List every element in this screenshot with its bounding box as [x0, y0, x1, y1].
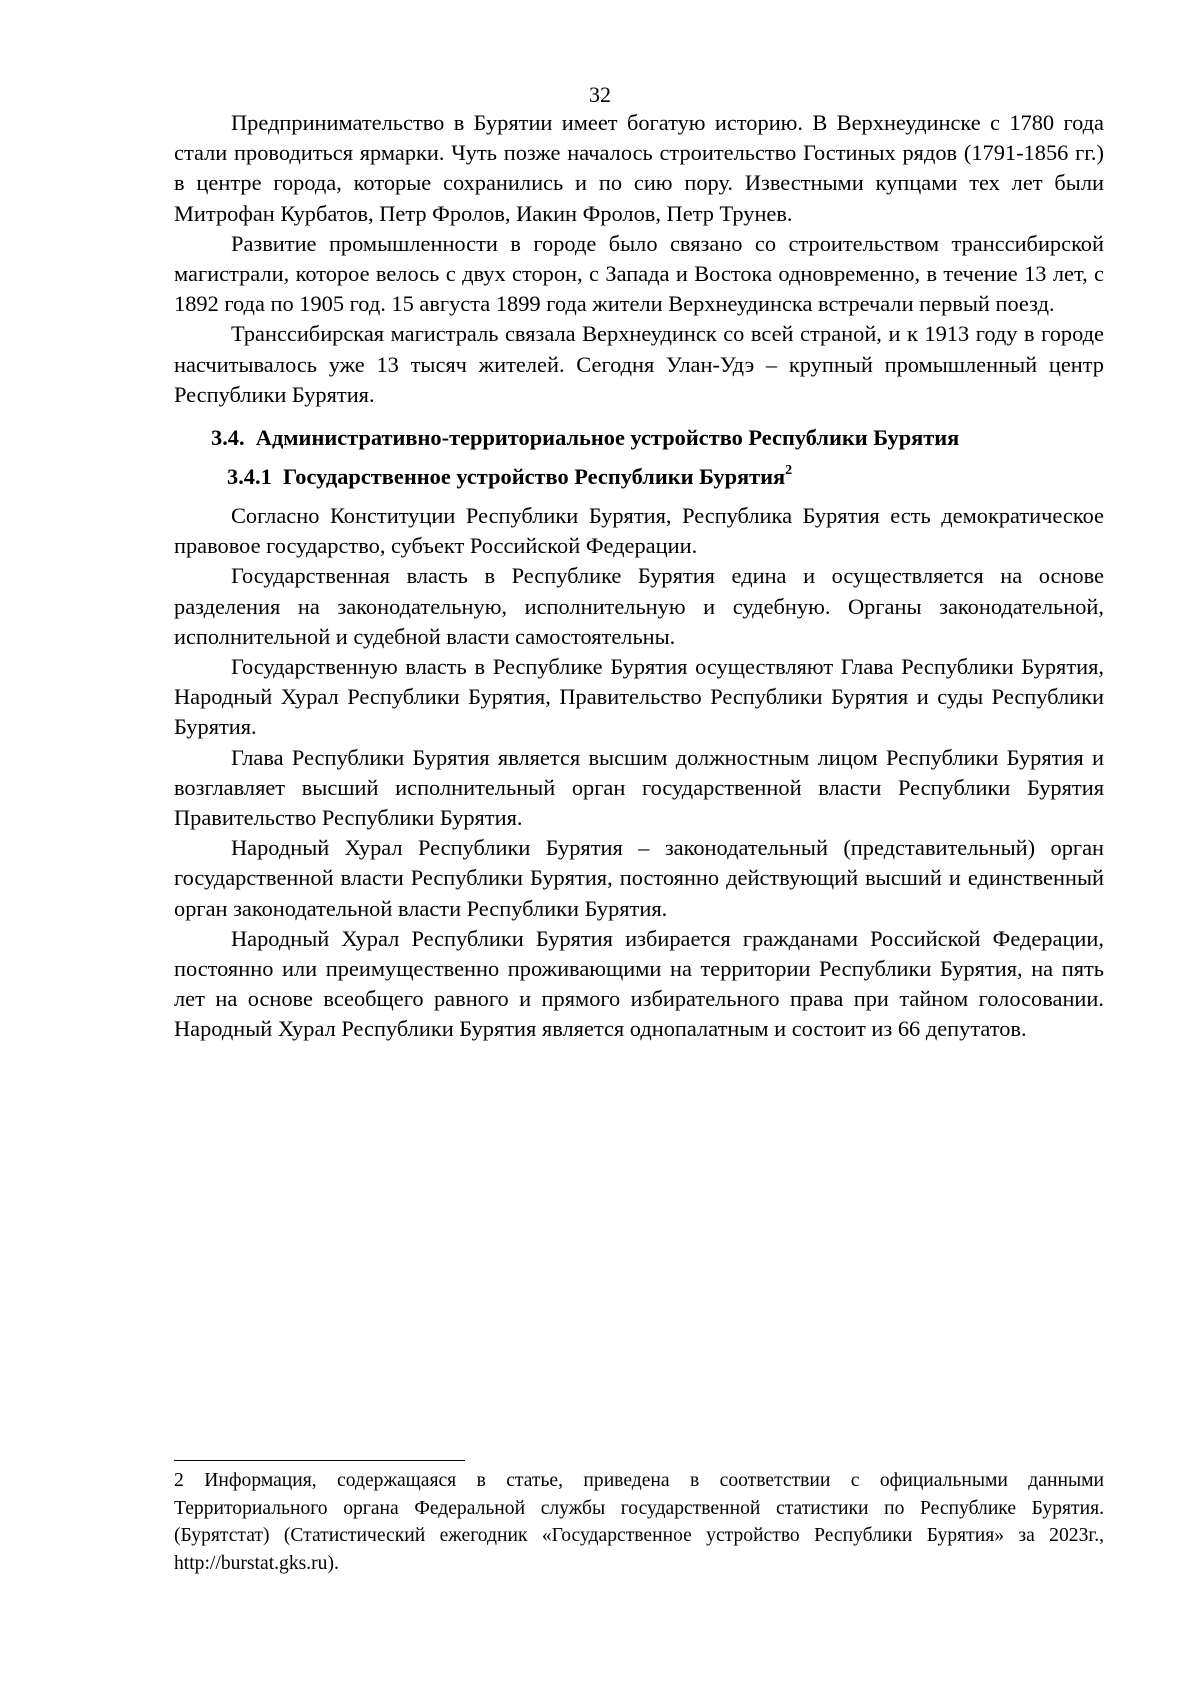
section-heading-number: 3.4. — [211, 425, 245, 451]
paragraph: Предпринимательство в Бурятии имеет богатую историю. В Верхнеудинске с 1780 года стали проводиться ярмарки. Чуть позже началось строительство Гостиных рядов (1791-1856 гг.) в центре города, которые сохранились и по сию пору. Известными купцами тех лет были Митрофан Курбатов, Петр Фролов, Иакин Фролов, Петр Трунев. — [174, 110, 1104, 226]
paragraph: Согласно Конституции Республики Бурятия, Республика Бурятия есть демократическое правовое государство, субъект Российской Федерации. — [174, 503, 1104, 559]
section-heading — [211, 423, 1104, 453]
paragraph: Глава Республики Бурятия является высшим должностным лицом Республики Бурятия и возглавляет высший исполнительный орган государственной власти Республики Бурятия Правительство Республики Бурятия. — [174, 744, 1104, 831]
paragraph: Транссибирская магистраль связала Верхнеудинск со всей страной, и к 1913 году в городе насчитывалось уже 13 тысяч жителей. Сегодня Улан-Удэ – крупный промышленный центр Республики Бурятия. — [174, 321, 1104, 407]
paragraph: Народный Хурал Республики Бурятия – законодательный (представительный) орган государственной власти Республики Бурятия, постоянно действующий высший и единственный орган законодательной власти Республики Бурятия. — [174, 835, 1104, 921]
subsection-heading-title: Государственное устройство Республики Бурятия — [282, 464, 786, 490]
footnote: 2 Информация, содержащаяся в статье, приведена в соответствии с официальными данными Территориального органа Федеральной службы государственной статистики по Республике Бурятия. (Бурятстат) (Статистический ежегодник «Государственное устройство Республики Бурятия» за 2023г., http://burstat.gks.ru). — [174, 1470, 1104, 1574]
page-number: 32 — [589, 82, 611, 107]
body-text — [174, 108, 1104, 1045]
subsection-heading-number: 3.4.1 — [227, 464, 272, 490]
paragraph: Развитие промышленности в городе было связано со строительством транссибирской магистрали, которое велось с двух сторон, с Запада и Востока одновременно, в течение 13 лет, с 1892 года по 1905 год. 15 августа 1899 года жители Верхнеудинска встречали первый поезд. — [174, 230, 1104, 317]
subsection-heading — [227, 462, 1104, 492]
footnote-reference[interactable]: 2 — [785, 462, 793, 478]
paragraph: Государственная власть в Республике Бурятия едина и осуществляется на основе разделения на законодательную, исполнительную и судебную. Органы законодательной, исполнительной и судебной власти самостоятельны. — [174, 563, 1104, 649]
footnote-separator — [174, 1460, 465, 1461]
section-heading-title: Административно-территориальное устройство Республики Бурятия — [255, 425, 960, 451]
paragraph: Народный Хурал Республики Бурятия избирается гражданами Российской Федерации, постоянно или преимущественно проживающими на территории Республики Бурятия, на пять лет на основе всеобщего равного и прямого избирательного права при тайном голосовании. Народный Хурал Республики Бурятия является однопалатным и состоит из 66 депутатов. — [174, 925, 1104, 1042]
paragraph: Государственную власть в Республике Бурятия осуществляют Глава Республики Бурятия, Народный Хурал Республики Бурятия, Правительство Республики Бурятия и суды Республики Бурятия. — [174, 654, 1104, 740]
